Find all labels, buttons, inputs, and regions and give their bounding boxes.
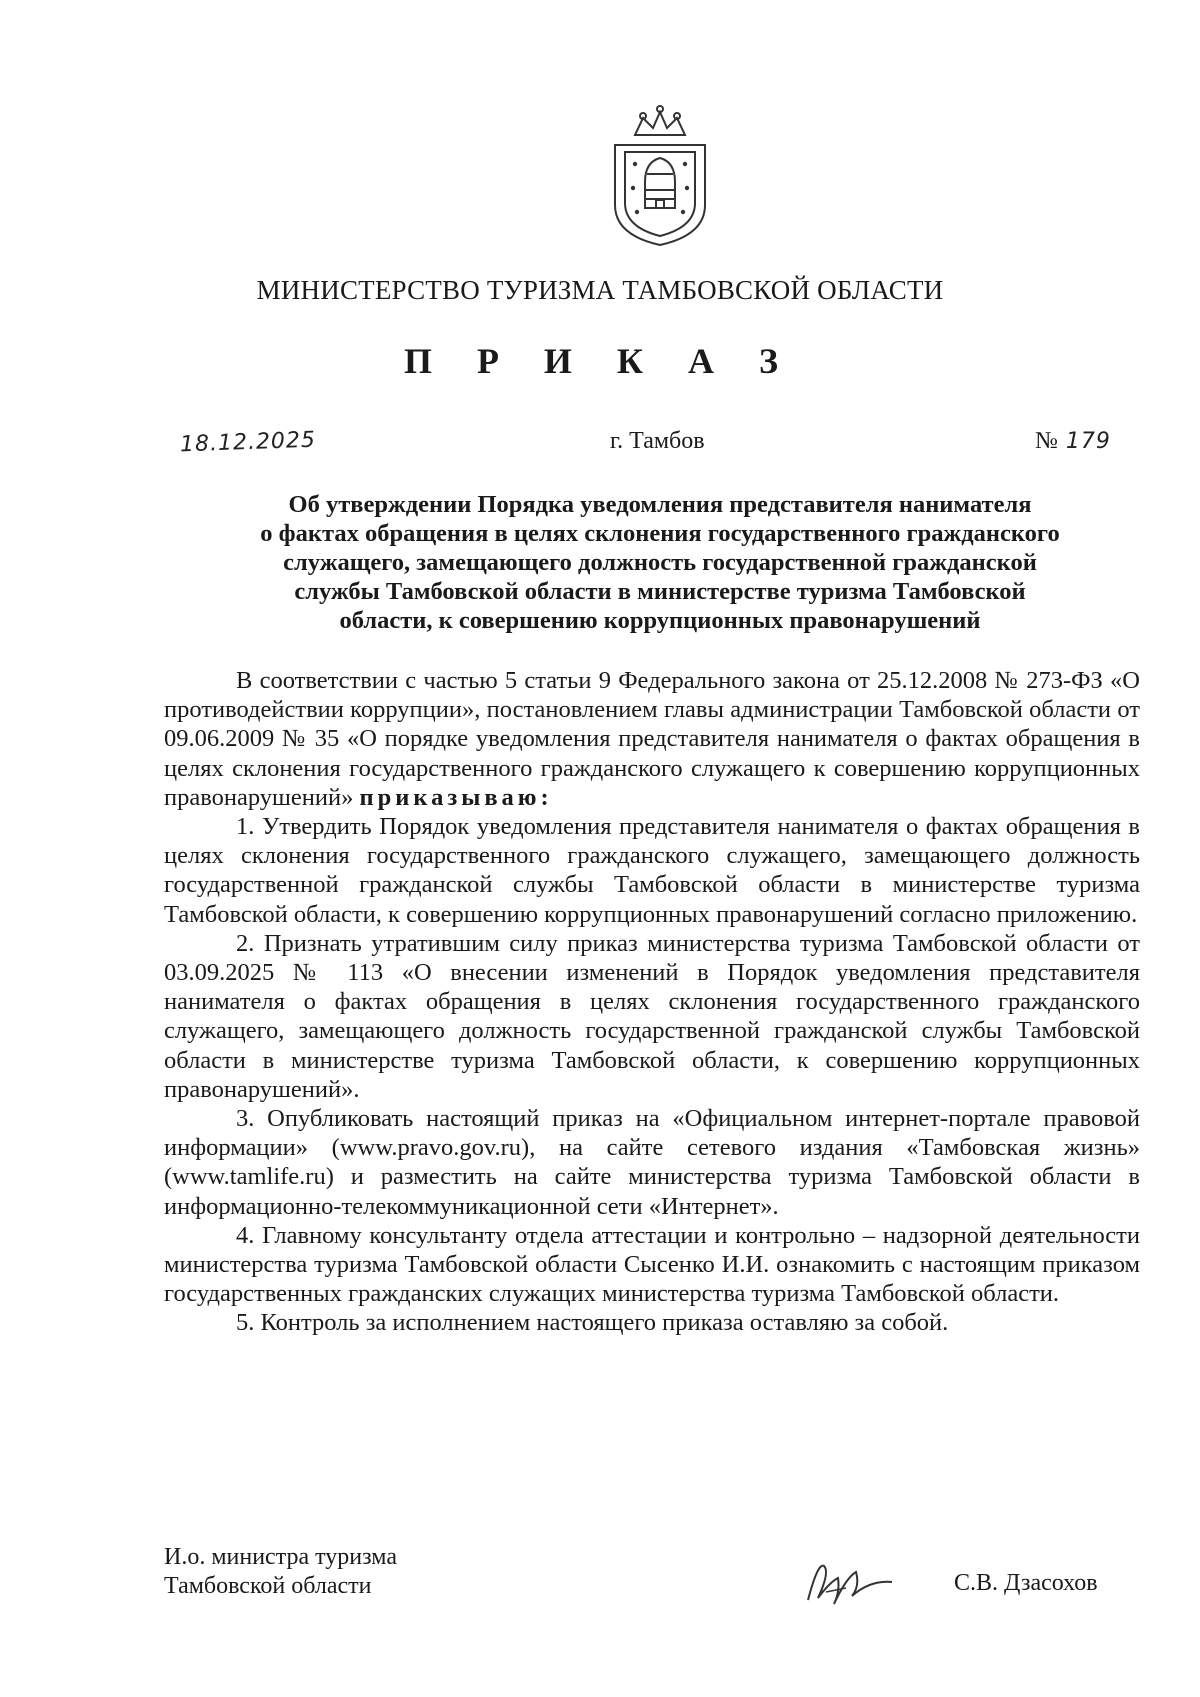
signatory-position — [164, 1543, 397, 1601]
title-line: Об утверждении Порядка уведомления представителя нанимателя — [288, 491, 1032, 518]
order-item: 4. Главному консультанту отдела аттестации и контрольно – надзорной деятельности министерства туризма Тамбовской области Сысенко И.И. ознакомить с настоящим приказом государственных гражданских служащих министерства туризма Тамбовской области. — [164, 1221, 1140, 1308]
order-item: 2. Признать утратившим силу приказ министерства туризма Тамбовской области от 03.09.2025 № 113 «О внесении изменений в Порядок уведомления представителя нанимателя о фактах обращения в целях склонения государственного гражданского служащего, замещающего должность государственной гражданской службы Тамбовской области в министерстве туризма Тамбовской области, к совершению коррупционных правонарушений». — [164, 929, 1140, 1103]
number-label: № — [1035, 428, 1058, 454]
position-line: Тамбовской области — [164, 1573, 372, 1599]
document-number — [1035, 428, 1111, 455]
document-body — [164, 666, 1140, 1338]
document-title — [180, 490, 1140, 635]
title-line: служащего, замещающего должность государственной гражданской — [283, 549, 1037, 576]
document-meta — [0, 428, 1200, 468]
signatory-name: С.В. Дзасохов — [954, 1570, 1098, 1596]
title-line: о фактах обращения в целях склонения государственного гражданского — [260, 520, 1060, 547]
number-value: 179 — [1065, 429, 1111, 454]
preamble-text: В соответствии с частью 5 статьи 9 Федерального закона от 25.12.2008 № 273-ФЗ «О противодействии коррупции», постановлением главы администрации Тамбовской области от 09.06.2009 № 35 «О порядке уведомления представителя нанимателя о фактах обращения в целях склонения государственного гражданского служащего к совершению коррупционных правонарушений» — [164, 667, 1140, 811]
preamble-paragraph — [164, 666, 1140, 812]
coat-of-arms-icon — [605, 100, 715, 250]
position-line: И.о. министра туризма — [164, 1544, 397, 1570]
document-date: 18.12.2025 — [179, 427, 317, 458]
handwritten-signature — [800, 1552, 900, 1612]
order-item: 5. Контроль за исполнением настоящего приказа оставляю за собой. — [236, 1309, 949, 1337]
title-line: службы Тамбовской области в министерстве туризма Тамбовской — [294, 578, 1026, 605]
decree-word: приказываю: — [359, 783, 553, 811]
ministry-name: МИНИСТЕРСТВО ТУРИЗМА ТАМБОВСКОЙ ОБЛАСТИ — [256, 275, 944, 305]
title-line: области, к совершению коррупционных правонарушений — [339, 607, 981, 634]
document-type: П Р И К А З — [403, 341, 797, 381]
document-city: г. Тамбов — [610, 428, 705, 454]
order-item: 1. Утвердить Порядок уведомления представителя нанимателя о фактах обращения в целях склонения государственного гражданского служащего, замещающего должность государственной гражданской службы Тамбовской области в министерстве туризма Тамбовской области, к совершению коррупционных правонарушений согласно приложению. — [164, 813, 1140, 928]
order-item: 3. Опубликовать настоящий приказ на «Официальном интернет-портале правовой информации» (www.pravo.gov.ru), на сайте сетевого издания «Тамбовская жизнь» (www.tamlife.ru) и разместить на сайте министерства туризма Тамбовской области в информационно-телекоммуникационной сети «Интернет». — [164, 1105, 1140, 1220]
